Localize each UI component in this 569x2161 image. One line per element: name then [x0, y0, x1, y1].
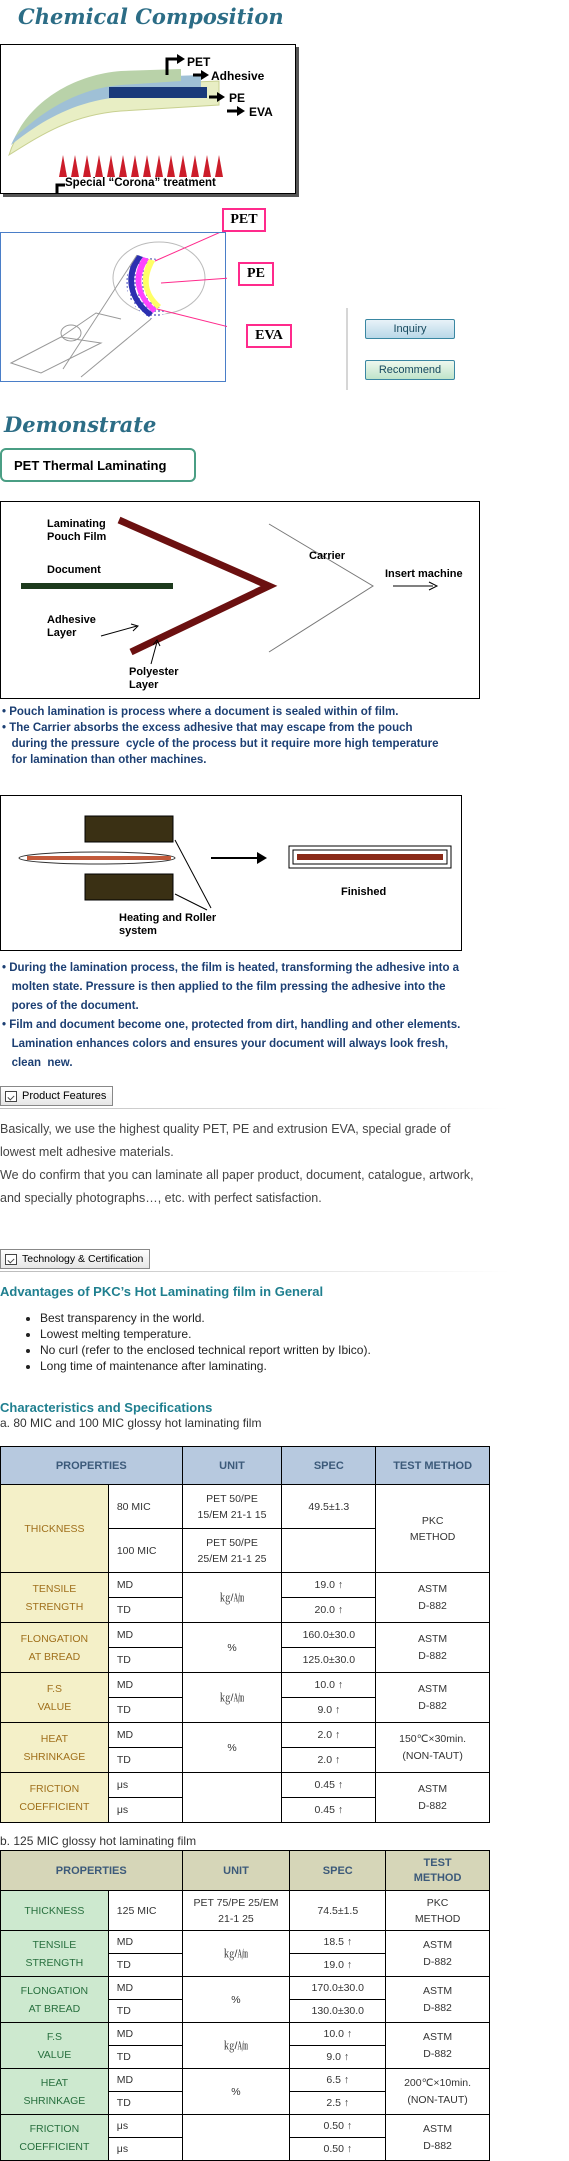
spec-cell: 9.0 ↑ [282, 1698, 376, 1723]
features-line-3: We do confirm that you can laminate all paper product, document, catalogue, artwork, [0, 1168, 474, 1182]
method-cell: PKC METHOD [376, 1485, 490, 1573]
cross-label-pe: PE [238, 262, 274, 286]
spec-cell: 0.50 ↑ [290, 2138, 386, 2161]
label-eva: EVA [249, 105, 273, 119]
table-row [1, 1891, 490, 1931]
label-pet: PET [187, 55, 211, 69]
sub-cell: TD [108, 2000, 182, 2023]
table-a-body [1, 1573, 490, 1823]
spec-cell: 19.0 ↑ [282, 1573, 376, 1598]
bullet-2-1: • During the lamination process, the film is heated, transforming the adhesive into a molten state. Pressure is then applied to the film pressing the adhesive into the pores of the document. [2, 962, 460, 1012]
table-b-caption: b. 125 MIC glossy hot laminating film [0, 1834, 197, 1848]
sub-cell: MD [108, 1977, 182, 2000]
divider [0, 1271, 510, 1272]
list-item: • Best transparency in the world. [40, 1310, 371, 1326]
header-spec: SPEC [282, 1447, 376, 1485]
method-cell: ASTM D-882 [386, 2115, 490, 2161]
lamination-diagram-2 [0, 795, 462, 951]
list-item: • No curl (refer to the enclosed technical report written by Ibico). [40, 1342, 371, 1358]
header-test-method: TEST METHOD [386, 1851, 490, 1891]
unit-cell: PET 75/PE 25/EM 21-1 25 [182, 1891, 290, 1931]
bullet-1-2: • The Carrier absorbs the excess adhesive that may escape from the pouch during the pressure cycle of the process but it require more high temperature for lamination than other machines. [2, 722, 439, 766]
bullets-2 [2, 959, 568, 1073]
demonstrate-title: Demonstrate [4, 412, 157, 437]
spec-cell: 125.0±30.0 [282, 1648, 376, 1673]
sub-cell: TD [108, 1598, 182, 1623]
prop-label: FLONGATION AT BREAD [1, 1977, 109, 2023]
table-row [1, 1485, 490, 1529]
list-item: • Long time of maintenance after laminating. [40, 1358, 371, 1374]
sub-cell: TD [108, 1748, 182, 1773]
spec-cell: 6.5 ↑ [290, 2069, 386, 2092]
pet-thermal-laminating-badge: PET Thermal Laminating [0, 448, 196, 482]
advantages-list [18, 1310, 371, 1374]
spec-cell: 130.0±30.0 [290, 2000, 386, 2023]
spec-cell: 2.0 ↑ [282, 1748, 376, 1773]
spec-cell: 0.50 ↑ [290, 2115, 386, 2138]
checkbox-icon [5, 1091, 17, 1102]
unit-cell: PET 50/PE 25/EM 21-1 25 [182, 1529, 282, 1573]
spec-cell: 0.45 ↑ [282, 1773, 376, 1798]
sub-cell: μs [108, 1798, 182, 1823]
spec-cell: 160.0±30.0 [282, 1623, 376, 1648]
table-row [1, 1623, 490, 1648]
method-cell: ASTM D-882 [386, 2023, 490, 2069]
sub-cell: MD [108, 2069, 182, 2092]
sub-cell: TD [108, 2092, 182, 2115]
unit-cell: % [182, 2069, 290, 2115]
spec-cell: 19.0 ↑ [290, 1954, 386, 1977]
table-row [1, 2069, 490, 2092]
spec-table-a [0, 1446, 490, 1823]
spec-cell: 18.5 ↑ [290, 1931, 386, 1954]
prop-label: F.S VALUE [1, 1673, 109, 1723]
header-properties: PROPERTIES [1, 1851, 183, 1891]
label-heating-roller: Heating and Roller system [119, 912, 217, 937]
method-cell: 150℃×30min. (NON-TAUT) [376, 1723, 490, 1773]
header-spec: SPEC [290, 1851, 386, 1891]
table-row [1, 1977, 490, 2000]
sub-cell: 80 MIC [108, 1485, 182, 1529]
spec-cell [282, 1529, 376, 1573]
label-adhesive: Adhesive [211, 69, 265, 83]
prop-label: FLONGATION AT BREAD [1, 1623, 109, 1673]
label-carrier: Carrier [309, 550, 346, 562]
label-pe: PE [229, 91, 246, 105]
spec-cell: 9.0 ↑ [290, 2046, 386, 2069]
features-line-1: Basically, we use the highest quality PET, PE and extrusion EVA, special grade of [0, 1122, 451, 1136]
prop-label: TENSILE STRENGTH [1, 1573, 109, 1623]
label-corona: Special “Corona” treatment [65, 177, 216, 189]
unit-cell: ㎏/㏟ [182, 2023, 290, 2069]
prop-label: FRICTION COEFFICIENT [1, 2115, 109, 2161]
prop-label: FRICTION COEFFICIENT [1, 1773, 109, 1823]
layer-structure-art [1, 45, 295, 193]
features-text [0, 1118, 569, 1210]
label-polyester-layer: Polyester Layer [129, 666, 179, 691]
chemical-composition-title: Chemical Composition [18, 4, 284, 29]
cross-label-pet: PET [222, 208, 266, 232]
method-cell: ASTM D-882 [376, 1573, 490, 1623]
label-adhesive-layer: Adhesive Layer [47, 614, 96, 639]
unit-cell [182, 1773, 282, 1823]
spec-cell: 0.45 ↑ [282, 1798, 376, 1823]
table-row [1, 2115, 490, 2138]
spec-cell: 10.0 ↑ [290, 2023, 386, 2046]
method-cell: ASTM D-882 [386, 1931, 490, 1977]
sub-cell: TD [108, 1698, 182, 1723]
sub-cell: 125 MIC [108, 1891, 182, 1931]
spec-cell: 2.5 ↑ [290, 2092, 386, 2115]
method-cell: ASTM D-882 [376, 1623, 490, 1673]
unit-cell: PET 50/PE 15/EM 21-1 15 [182, 1485, 282, 1529]
lamination-diagram-1 [0, 501, 480, 699]
spec-cell: 2.0 ↑ [282, 1723, 376, 1748]
sub-cell: MD [108, 1723, 182, 1748]
table-a-caption: a. 80 MIC and 100 MIC glossy hot laminating film [0, 1416, 262, 1430]
bullet-1-1: • Pouch lamination is process where a document is sealed within of film. [2, 706, 399, 718]
unit-cell: ㎏/㏟ [182, 1673, 282, 1723]
header-properties: PROPERTIES [1, 1447, 183, 1485]
table-row [1, 1931, 490, 1954]
table-row [1, 1723, 490, 1748]
spec-cell: 170.0±30.0 [290, 1977, 386, 2000]
prop-label: HEAT SHRINKAGE [1, 2069, 109, 2115]
sub-cell: μs [108, 2115, 182, 2138]
technology-certification-tab[interactable] [0, 1249, 150, 1269]
recommend-button[interactable]: Recommend [365, 360, 455, 380]
sub-cell: MD [108, 1573, 182, 1598]
unit-cell: ㎏/㏟ [182, 1931, 290, 1977]
prop-label: F.S VALUE [1, 2023, 109, 2069]
table-row [1, 1673, 490, 1698]
spec-cell: 49.5±1.3 [282, 1485, 376, 1529]
prop-thickness: THICKNESS [1, 1891, 109, 1931]
label-finished: Finished [341, 886, 387, 898]
sub-cell: TD [108, 1954, 182, 1977]
table-row [1, 1773, 490, 1798]
cross-section-art [1, 233, 227, 383]
sidebar-divider [346, 308, 348, 390]
prop-label: TENSILE STRENGTH [1, 1931, 109, 1977]
label-insert-machine: Insert machine [385, 568, 463, 580]
checkbox-icon [5, 1254, 17, 1265]
divider [0, 1108, 510, 1109]
product-features-label: Product Features [22, 1090, 107, 1102]
header-unit: UNIT [182, 1851, 290, 1891]
label-pouch-film: Laminating Pouch Film [47, 518, 107, 543]
spec-cell: 74.5±1.5 [290, 1891, 386, 1931]
bullets-1 [2, 704, 568, 768]
header-test-method: TEST METHOD [376, 1447, 490, 1485]
unit-cell: % [182, 1623, 282, 1673]
spec-cell: 10.0 ↑ [282, 1673, 376, 1698]
sub-cell: TD [108, 2046, 182, 2069]
method-cell: ASTM D-882 [386, 1977, 490, 2023]
sub-cell: MD [108, 1673, 182, 1698]
header-unit: UNIT [182, 1447, 282, 1485]
table-b-body [1, 1931, 490, 2161]
label-document: Document [47, 564, 101, 576]
table-header-row [1, 1851, 490, 1891]
table-header-row [1, 1447, 490, 1485]
inquiry-button[interactable]: Inquiry [365, 319, 455, 339]
sub-cell: MD [108, 1623, 182, 1648]
sub-cell: μs [108, 2138, 182, 2161]
sub-cell: MD [108, 2023, 182, 2046]
list-item: • Lowest melting temperature. [40, 1326, 371, 1342]
features-line-4: and specially photographs…, etc. with perfect satisfaction. [0, 1191, 322, 1205]
method-cell: 200℃×10min. (NON-TAUT) [386, 2069, 490, 2115]
method-cell: PKC METHOD [386, 1891, 490, 1931]
table-row [1, 2023, 490, 2046]
cross-label-eva: EVA [246, 324, 292, 348]
method-cell: ASTM D-882 [376, 1673, 490, 1723]
unit-cell [182, 2115, 290, 2161]
technology-certification-label: Technology & Certification [22, 1253, 144, 1265]
unit-cell: % [182, 1723, 282, 1773]
method-cell: ASTM D-882 [376, 1773, 490, 1823]
sub-cell: μs [108, 1773, 182, 1798]
spec-cell: 20.0 ↑ [282, 1598, 376, 1623]
unit-cell: % [182, 1977, 290, 2023]
sub-cell: MD [108, 1931, 182, 1954]
product-features-tab[interactable] [0, 1086, 113, 1106]
unit-cell: ㎏/㏟ [182, 1573, 282, 1623]
spec-table-b [0, 1850, 490, 2161]
prop-label: HEAT SHRINKAGE [1, 1723, 109, 1773]
advantages-title: Advantages of PKC’s Hot Laminating film in General [0, 1284, 324, 1299]
features-line-2: lowest melt adhesive materials. [0, 1145, 174, 1159]
sub-cell: 100 MIC [108, 1529, 182, 1573]
characteristics-title: Characteristics and Specifications [0, 1400, 213, 1415]
layer-structure-diagram [0, 44, 296, 194]
bullet-2-2: • Film and document become one, protected from dirt, handling and other elements. Lamination enhances colors and ensures your document will always look fresh, clean new. [2, 1019, 461, 1069]
table-row [1, 1573, 490, 1598]
lamination-diagram-2-art [1, 796, 461, 950]
sub-cell: TD [108, 1648, 182, 1673]
prop-thickness: THICKNESS [1, 1485, 109, 1573]
cross-section-diagram [0, 232, 226, 382]
